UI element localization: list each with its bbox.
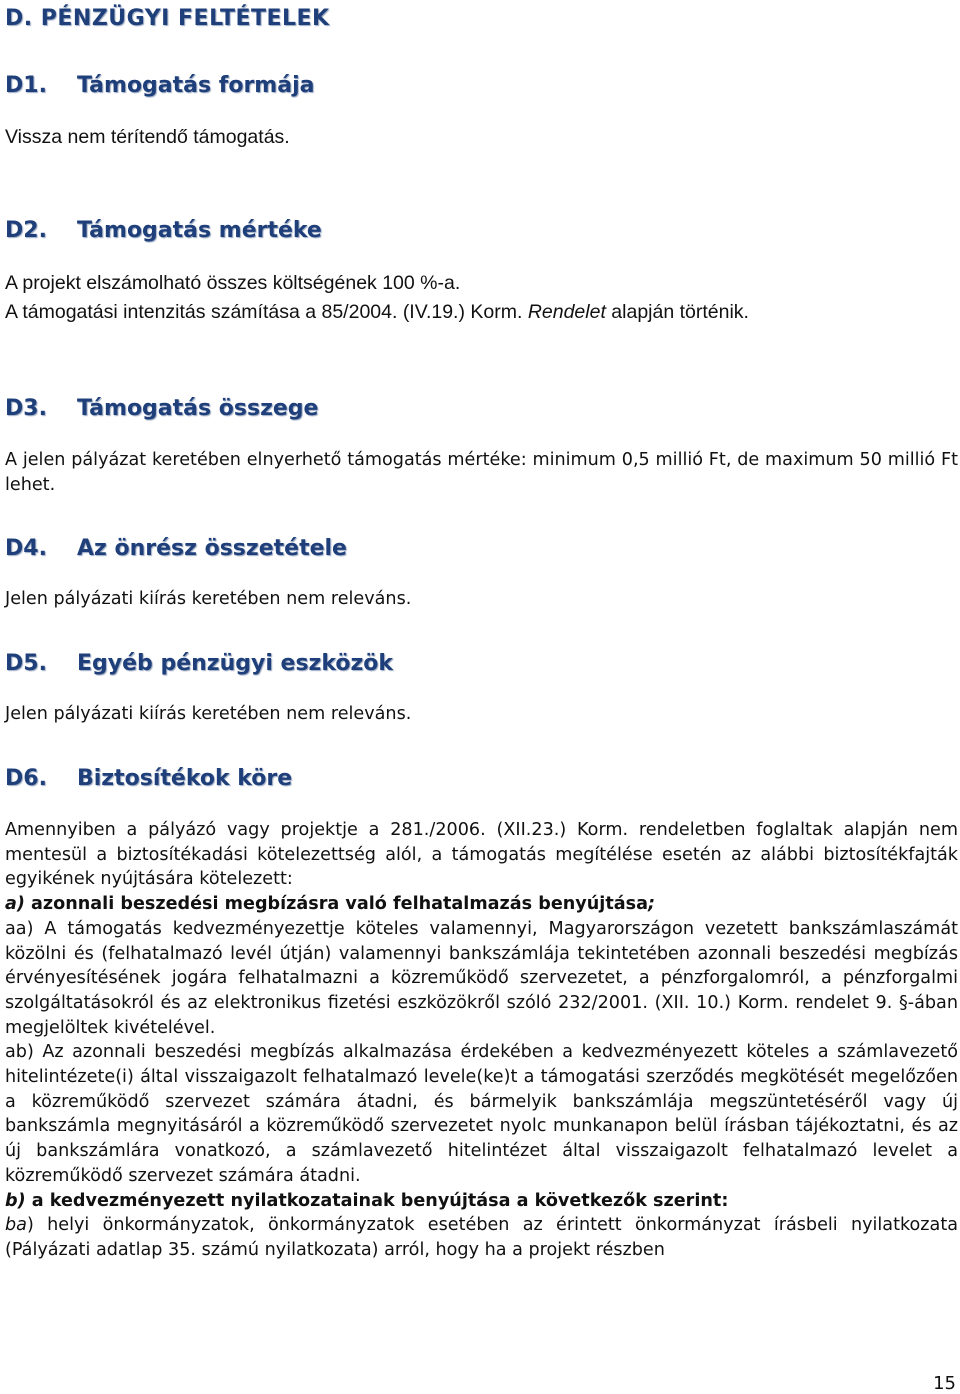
d5-text: Jelen pályázati kiírás keretében nem releváns. <box>5 704 412 724</box>
section-heading-d5 <box>5 651 393 676</box>
section-title: Biztosítékok köre <box>77 766 293 791</box>
d1-text: Vissza nem térítendő támogatás. <box>5 126 290 148</box>
section-number: D5. <box>5 651 47 676</box>
d2-rendelet-italic: Rendelet <box>527 301 606 323</box>
section-title: Támogatás összege <box>77 396 319 421</box>
d6-intro: Amennyiben a pályázó vagy projektje a 281./2006. (XII.23.) Korm. rendeletben foglaltak alapján nem mentesül a biztosítékadási kötelezettség alól, a támogatás megítélése esetén az alábbi biztosítékfajták egyikének nyújtására kötelezett: <box>5 820 958 890</box>
section-heading-d2 <box>5 218 322 243</box>
section-number: D6. <box>5 766 47 791</box>
section-heading-d1 <box>5 73 314 98</box>
item-ba-label: ba <box>5 1215 27 1236</box>
chapter-title: D. PÉNZÜGYI FELTÉTELEK <box>5 6 330 31</box>
section-number: D1. <box>5 73 47 98</box>
item-b-text: a kedvezményezett nyilatkozatainak benyújtása a következők szerint: <box>25 1190 729 1211</box>
d2-line-1: A projekt elszámolható összes költségének 100 %-a. <box>5 272 461 294</box>
d4-text: Jelen pályázati kiírás keretében nem releváns. <box>5 589 412 609</box>
item-ba <box>5 1213 958 1262</box>
item-a-text: azonnali beszedési megbízásra való felhatalmazás benyújtása <box>24 894 648 915</box>
item-a-label: a) <box>5 894 25 915</box>
section-number: D4. <box>5 536 47 561</box>
section-number: D2. <box>5 218 47 243</box>
item-aa: aa) A támogatás kedvezményezettje köteles valamennyi, Magyarországon vezetett bankszámlaszámát közölni és (felhatalmazó levél útján) valamennyi bankszámlája tekintetében azonnali beszedési megbízás érvényesítésének jogára felhatalmazni a közreműködő szervezetet, a pénzforgalomról, a pénzforgalmi szolgáltatásokról és az elektronikus fizetési eszközökről szóló 232/2001. (XII. 10.) Korm. rendelet 9. §-ában megjelöltek kivételével. <box>5 918 958 1038</box>
section-title: Támogatás formája <box>77 73 315 98</box>
item-ba-text: ) helyi önkormányzatok, önkormányzatok esetében az érintett önkormányzat írásbeli nyilatkozata (Pályázati adatlap 35. számú nyilatkozata) arról, hogy ha a projekt részben <box>5 1215 958 1260</box>
section-heading-d6 <box>5 766 292 791</box>
item-a <box>5 892 958 917</box>
section-title: Egyéb pénzügyi eszközök <box>77 651 394 676</box>
item-a-end: ; <box>647 894 656 915</box>
section-heading-d4 <box>5 536 347 561</box>
item-b-label: b) <box>5 1190 26 1211</box>
section-number: D3. <box>5 396 47 421</box>
section-title: Az önrész összetétele <box>77 536 347 561</box>
item-b <box>5 1189 958 1214</box>
item-ab: ab) Az azonnali beszedési megbízás alkalmazása érdekében a kedvezményezett köteles a számlavezető hitelintézete(i) által visszaigazolt felhatalmazó levele(ke)t a támogatási szerződés megkötését megelőzően a közreműködő szervezet számára átadni, és bármelyik bankszámlája megszüntetéséről vagy új bankszámla megnyitásáról a közreműködő szervezetet nyolc munkanapon belül írásban tájékoztatni, és az új bankszámlára vonatkozó, a számlavezető hitelintézet által visszaigazolt felhatalmazó levelet a közreműködő szervezet számára átadni. <box>5 1042 958 1186</box>
section-title: Támogatás mértéke <box>77 218 322 243</box>
d2-line-2 <box>5 301 749 324</box>
d3-text: A jelen pályázat keretében elnyerhető támogatás mértéke: minimum 0,5 millió Ft, de maximum 50 millió Ft lehet. <box>5 450 958 495</box>
d2-line-2-text: A támogatási intenzitás számítása a 85/2004. (IV.19.) Korm. <box>5 301 528 323</box>
d6-body <box>5 818 958 1263</box>
d2-line-2-end: alapján történik. <box>605 301 749 323</box>
section-heading-d3 <box>5 396 318 421</box>
page-number: 15 <box>933 1373 956 1394</box>
